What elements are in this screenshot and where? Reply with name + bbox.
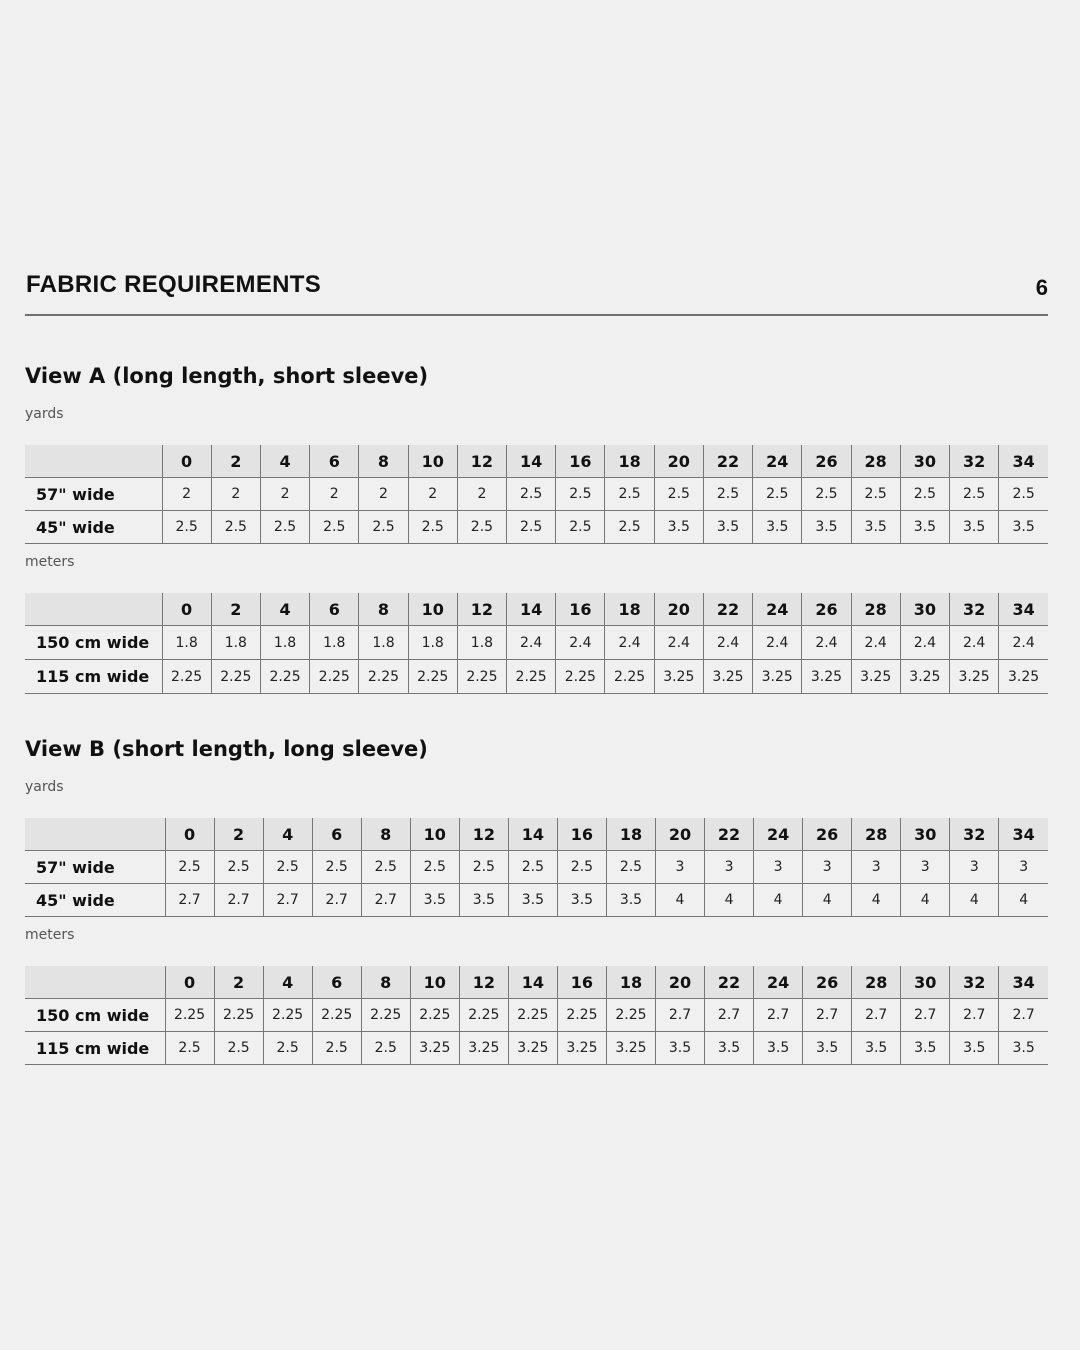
size-header-cell: 4 xyxy=(263,966,312,999)
view-a-meters-unit-label: meters xyxy=(25,554,75,570)
fabric-amount-cell: 2.7 xyxy=(214,884,263,917)
view-b-yards-table xyxy=(25,818,1048,917)
fabric-amount-cell: 3.5 xyxy=(851,511,900,544)
fabric-amount-cell: 3.5 xyxy=(459,884,508,917)
fabric-amount-cell: 2 xyxy=(162,478,211,511)
fabric-amount-cell: 2.25 xyxy=(312,999,361,1032)
fabric-amount-cell: 3.25 xyxy=(557,1032,606,1065)
header-corner-cell xyxy=(25,966,165,999)
fabric-amount-cell: 3.25 xyxy=(654,660,703,694)
fabric-amount-cell: 4 xyxy=(901,884,950,917)
view-a-meters-table xyxy=(25,593,1048,694)
fabric-amount-cell: 3.25 xyxy=(508,1032,557,1065)
size-header-cell: 32 xyxy=(950,966,999,999)
size-header-cell: 30 xyxy=(901,966,950,999)
fabric-amount-cell: 2.5 xyxy=(556,511,605,544)
size-header-cell: 32 xyxy=(950,445,999,478)
fabric-amount-cell: 2.4 xyxy=(654,626,703,660)
size-header-cell: 6 xyxy=(312,818,361,851)
size-header-row xyxy=(25,593,1048,626)
size-header-cell: 22 xyxy=(705,966,754,999)
size-header-cell: 30 xyxy=(901,818,950,851)
fabric-amount-cell: 2.25 xyxy=(165,999,214,1032)
fabric-amount-cell: 2.7 xyxy=(361,884,410,917)
fabric-amount-cell: 3.5 xyxy=(803,1032,852,1065)
fabric-amount-cell: 3 xyxy=(901,851,950,884)
fabric-amount-cell: 3 xyxy=(705,851,754,884)
fabric-amount-cell: 2.5 xyxy=(557,851,606,884)
fabric-amount-cell: 2.5 xyxy=(851,478,900,511)
size-header-cell: 20 xyxy=(655,818,704,851)
fabric-amount-cell: 2.25 xyxy=(508,999,557,1032)
size-header-cell: 6 xyxy=(312,966,361,999)
size-header-cell: 14 xyxy=(507,593,556,626)
fabric-amount-cell: 1.8 xyxy=(162,626,211,660)
fabric-amount-cell: 2.25 xyxy=(605,660,654,694)
fabric-amount-cell: 2.5 xyxy=(900,478,949,511)
size-header-cell: 32 xyxy=(950,818,999,851)
size-header-cell: 14 xyxy=(507,445,556,478)
fabric-amount-cell: 2.7 xyxy=(901,999,950,1032)
fabric-amount-cell: 2.5 xyxy=(408,511,457,544)
fabric-amount-cell: 3.25 xyxy=(410,1032,459,1065)
fabric-amount-cell: 3.25 xyxy=(703,660,752,694)
view-b-meters-table xyxy=(25,966,1048,1065)
fabric-amount-cell: 3.5 xyxy=(654,511,703,544)
fabric-amount-cell: 2.5 xyxy=(606,851,655,884)
view-a-title: View A (long length, short sleeve) xyxy=(25,364,429,388)
size-header-cell: 24 xyxy=(754,966,803,999)
size-header-cell: 8 xyxy=(359,593,408,626)
fabric-amount-cell: 2.5 xyxy=(507,511,556,544)
fabric-amount-cell: 2.5 xyxy=(410,851,459,884)
fabric-amount-cell: 3.5 xyxy=(999,511,1048,544)
fabric-amount-cell: 3.5 xyxy=(950,1032,999,1065)
fabric-amount-cell: 2.7 xyxy=(165,884,214,917)
size-header-cell: 2 xyxy=(211,445,260,478)
view-b-yards-unit-label: yards xyxy=(25,779,64,795)
fabric-amount-cell: 2.5 xyxy=(165,1032,214,1065)
size-header-cell: 16 xyxy=(556,593,605,626)
fabric-amount-cell: 3.25 xyxy=(999,660,1048,694)
size-header-cell: 10 xyxy=(410,818,459,851)
fabric-amount-cell: 3.5 xyxy=(655,1032,704,1065)
fabric-amount-cell: 2.25 xyxy=(410,999,459,1032)
fabric-amount-cell: 2.7 xyxy=(852,999,901,1032)
fabric-amount-cell: 2.7 xyxy=(999,999,1048,1032)
table-row xyxy=(25,999,1048,1032)
size-header-cell: 20 xyxy=(655,966,704,999)
fabric-amount-cell: 4 xyxy=(754,884,803,917)
size-header-cell: 2 xyxy=(214,818,263,851)
size-header-cell: 12 xyxy=(459,818,508,851)
fabric-amount-cell: 2.4 xyxy=(802,626,851,660)
header-corner-cell xyxy=(25,818,165,851)
size-header-cell: 6 xyxy=(310,593,359,626)
fabric-amount-cell: 2 xyxy=(211,478,260,511)
size-header-cell: 2 xyxy=(214,966,263,999)
fabric-amount-cell: 2 xyxy=(359,478,408,511)
fabric-amount-cell: 2.25 xyxy=(260,660,309,694)
size-header-cell: 18 xyxy=(606,966,655,999)
size-header-cell: 0 xyxy=(165,966,214,999)
size-header-cell: 20 xyxy=(654,593,703,626)
fabric-amount-cell: 2.5 xyxy=(312,1032,361,1065)
fabric-amount-cell: 2.5 xyxy=(753,478,802,511)
size-header-cell: 30 xyxy=(900,593,949,626)
size-header-cell: 8 xyxy=(359,445,408,478)
fabric-amount-cell: 3.25 xyxy=(950,660,999,694)
size-header-cell: 10 xyxy=(408,445,457,478)
page-title: FABRIC REQUIREMENTS xyxy=(26,271,322,298)
fabric-amount-cell: 3.5 xyxy=(852,1032,901,1065)
fabric-amount-cell: 2 xyxy=(408,478,457,511)
fabric-amount-cell: 2.5 xyxy=(802,478,851,511)
fabric-amount-cell: 1.8 xyxy=(211,626,260,660)
size-header-cell: 26 xyxy=(803,966,852,999)
size-header-cell: 2 xyxy=(211,593,260,626)
fabric-amount-cell: 3.5 xyxy=(950,511,999,544)
fabric-amount-cell: 2.5 xyxy=(507,478,556,511)
table-row xyxy=(25,1032,1048,1065)
fabric-amount-cell: 2.25 xyxy=(310,660,359,694)
fabric-amount-cell: 2.4 xyxy=(999,626,1048,660)
view-a-yards-unit-label: yards xyxy=(25,406,64,422)
fabric-width-label: 150 cm wide xyxy=(36,1005,150,1025)
table-row xyxy=(25,884,1048,917)
fabric-amount-cell: 2.25 xyxy=(556,660,605,694)
size-header-cell: 4 xyxy=(260,593,309,626)
fabric-amount-cell: 2.7 xyxy=(655,999,704,1032)
fabric-amount-cell: 2.5 xyxy=(359,511,408,544)
size-header-cell: 16 xyxy=(557,966,606,999)
fabric-amount-cell: 3.5 xyxy=(900,511,949,544)
size-header-cell: 30 xyxy=(900,445,949,478)
size-header-cell: 26 xyxy=(802,445,851,478)
size-header-cell: 0 xyxy=(165,818,214,851)
fabric-width-label: 45" wide xyxy=(36,890,115,910)
size-header-cell: 16 xyxy=(557,818,606,851)
size-header-cell: 22 xyxy=(703,445,752,478)
fabric-amount-cell: 2.5 xyxy=(211,511,260,544)
fabric-amount-cell: 3.5 xyxy=(753,511,802,544)
size-header-cell: 4 xyxy=(260,445,309,478)
size-header-cell: 22 xyxy=(703,593,752,626)
header-corner-cell xyxy=(25,445,162,478)
fabric-amount-cell: 2.4 xyxy=(950,626,999,660)
size-header-cell: 20 xyxy=(654,445,703,478)
size-header-cell: 28 xyxy=(852,818,901,851)
fabric-amount-cell: 2.25 xyxy=(459,999,508,1032)
fabric-amount-cell: 2.25 xyxy=(408,660,457,694)
fabric-amount-cell: 2.7 xyxy=(803,999,852,1032)
fabric-amount-cell: 3.5 xyxy=(606,884,655,917)
fabric-amount-cell: 4 xyxy=(950,884,999,917)
size-header-cell: 8 xyxy=(361,818,410,851)
fabric-amount-cell: 2.5 xyxy=(312,851,361,884)
fabric-amount-cell: 3.25 xyxy=(851,660,900,694)
fabric-amount-cell: 2.25 xyxy=(361,999,410,1032)
fabric-amount-cell: 2.5 xyxy=(263,851,312,884)
size-header-cell: 18 xyxy=(606,818,655,851)
fabric-amount-cell: 2.5 xyxy=(263,1032,312,1065)
size-header-cell: 12 xyxy=(457,593,506,626)
fabric-amount-cell: 3.5 xyxy=(754,1032,803,1065)
view-b-title: View B (short length, long sleeve) xyxy=(25,737,428,761)
fabric-width-label: 150 cm wide xyxy=(36,633,150,652)
fabric-amount-cell: 2 xyxy=(457,478,506,511)
size-header-cell: 22 xyxy=(705,818,754,851)
view-a-yards-table xyxy=(25,445,1048,544)
table-row xyxy=(25,851,1048,884)
view-b-meters-unit-label: meters xyxy=(25,927,75,943)
header-corner-cell xyxy=(25,593,162,626)
size-header-cell: 28 xyxy=(851,593,900,626)
fabric-amount-cell: 2.4 xyxy=(605,626,654,660)
size-header-cell: 0 xyxy=(162,445,211,478)
size-header-cell: 12 xyxy=(459,966,508,999)
fabric-amount-cell: 2.4 xyxy=(900,626,949,660)
fabric-amount-cell: 2.4 xyxy=(556,626,605,660)
fabric-amount-cell: 3.5 xyxy=(901,1032,950,1065)
fabric-width-label: 57" wide xyxy=(36,857,115,877)
fabric-amount-cell: 2.4 xyxy=(753,626,802,660)
size-header-cell: 34 xyxy=(999,445,1048,478)
fabric-amount-cell: 3.5 xyxy=(508,884,557,917)
fabric-amount-cell: 2.5 xyxy=(361,1032,410,1065)
fabric-amount-cell: 3.5 xyxy=(802,511,851,544)
fabric-amount-cell: 3 xyxy=(754,851,803,884)
size-header-cell: 26 xyxy=(803,818,852,851)
size-header-cell: 34 xyxy=(999,966,1048,999)
size-header-cell: 18 xyxy=(605,445,654,478)
fabric-width-label: 115 cm wide xyxy=(36,667,150,686)
fabric-amount-cell: 4 xyxy=(705,884,754,917)
fabric-amount-cell: 2.5 xyxy=(361,851,410,884)
fabric-amount-cell: 2.25 xyxy=(211,660,260,694)
fabric-amount-cell: 2.4 xyxy=(703,626,752,660)
fabric-amount-cell: 3 xyxy=(999,851,1048,884)
fabric-amount-cell: 4 xyxy=(852,884,901,917)
size-header-cell: 24 xyxy=(753,593,802,626)
size-header-cell: 16 xyxy=(556,445,605,478)
size-header-cell: 10 xyxy=(408,593,457,626)
fabric-amount-cell: 4 xyxy=(655,884,704,917)
fabric-amount-cell: 3.5 xyxy=(999,1032,1048,1065)
fabric-amount-cell: 2.5 xyxy=(999,478,1048,511)
fabric-amount-cell: 2.5 xyxy=(214,1032,263,1065)
fabric-amount-cell: 4 xyxy=(803,884,852,917)
fabric-amount-cell: 2.5 xyxy=(260,511,309,544)
fabric-width-label: 57" wide xyxy=(36,484,115,504)
size-header-cell: 12 xyxy=(457,445,506,478)
fabric-amount-cell: 2.5 xyxy=(950,478,999,511)
fabric-amount-cell: 2.5 xyxy=(605,511,654,544)
fabric-amount-cell: 3 xyxy=(655,851,704,884)
fabric-amount-cell: 3.5 xyxy=(557,884,606,917)
fabric-width-label: 115 cm wide xyxy=(36,1038,150,1058)
fabric-amount-cell: 2.25 xyxy=(214,999,263,1032)
fabric-amount-cell: 3.5 xyxy=(410,884,459,917)
fabric-amount-cell: 1.8 xyxy=(260,626,309,660)
fabric-amount-cell: 2.5 xyxy=(457,511,506,544)
size-header-cell: 28 xyxy=(851,445,900,478)
fabric-amount-cell: 2.5 xyxy=(703,478,752,511)
fabric-amount-cell: 2.25 xyxy=(507,660,556,694)
fabric-amount-cell: 2.5 xyxy=(605,478,654,511)
fabric-amount-cell: 2.4 xyxy=(851,626,900,660)
fabric-amount-cell: 2.5 xyxy=(162,511,211,544)
fabric-amount-cell: 2.7 xyxy=(754,999,803,1032)
size-header-cell: 0 xyxy=(162,593,211,626)
fabric-amount-cell: 2.5 xyxy=(165,851,214,884)
fabric-amount-cell: 3 xyxy=(852,851,901,884)
fabric-amount-cell: 2.5 xyxy=(508,851,557,884)
fabric-amount-cell: 2.5 xyxy=(214,851,263,884)
size-header-cell: 32 xyxy=(950,593,999,626)
size-header-cell: 34 xyxy=(999,593,1048,626)
fabric-amount-cell: 3.25 xyxy=(753,660,802,694)
table-row xyxy=(25,660,1048,694)
size-header-cell: 14 xyxy=(508,818,557,851)
fabric-amount-cell: 2.5 xyxy=(310,511,359,544)
size-header-cell: 24 xyxy=(753,445,802,478)
fabric-amount-cell: 2.25 xyxy=(359,660,408,694)
fabric-amount-cell: 2.5 xyxy=(556,478,605,511)
size-header-cell: 18 xyxy=(605,593,654,626)
fabric-amount-cell: 2.7 xyxy=(263,884,312,917)
size-header-cell: 6 xyxy=(310,445,359,478)
fabric-amount-cell: 2.25 xyxy=(263,999,312,1032)
page-number: 6 xyxy=(1035,275,1048,300)
fabric-amount-cell: 2.5 xyxy=(654,478,703,511)
page-header xyxy=(25,266,1048,316)
table-row xyxy=(25,626,1048,660)
size-header-cell: 8 xyxy=(361,966,410,999)
fabric-amount-cell: 2.25 xyxy=(457,660,506,694)
size-header-cell: 34 xyxy=(999,818,1048,851)
size-header-row xyxy=(25,445,1048,478)
fabric-amount-cell: 3.25 xyxy=(900,660,949,694)
fabric-amount-cell: 2.25 xyxy=(557,999,606,1032)
fabric-amount-cell: 4 xyxy=(999,884,1048,917)
fabric-amount-cell: 1.8 xyxy=(457,626,506,660)
fabric-amount-cell: 3.25 xyxy=(606,1032,655,1065)
fabric-amount-cell: 2.5 xyxy=(459,851,508,884)
fabric-amount-cell: 3.25 xyxy=(459,1032,508,1065)
fabric-amount-cell: 1.8 xyxy=(310,626,359,660)
fabric-amount-cell: 3.25 xyxy=(802,660,851,694)
fabric-amount-cell: 2.7 xyxy=(950,999,999,1032)
fabric-amount-cell: 1.8 xyxy=(408,626,457,660)
size-header-cell: 14 xyxy=(508,966,557,999)
fabric-amount-cell: 3.5 xyxy=(703,511,752,544)
fabric-amount-cell: 3 xyxy=(803,851,852,884)
size-header-cell: 10 xyxy=(410,966,459,999)
fabric-amount-cell: 2.25 xyxy=(162,660,211,694)
fabric-amount-cell: 1.8 xyxy=(359,626,408,660)
fabric-width-label: 45" wide xyxy=(36,517,115,537)
fabric-amount-cell: 2.7 xyxy=(312,884,361,917)
size-header-row xyxy=(25,966,1048,999)
fabric-amount-cell: 2.25 xyxy=(606,999,655,1032)
fabric-amount-cell: 2.7 xyxy=(705,999,754,1032)
table-row xyxy=(25,511,1048,544)
fabric-amount-cell: 3.5 xyxy=(705,1032,754,1065)
size-header-cell: 4 xyxy=(263,818,312,851)
size-header-cell: 24 xyxy=(754,818,803,851)
table-row xyxy=(25,478,1048,511)
fabric-amount-cell: 2 xyxy=(310,478,359,511)
size-header-cell: 26 xyxy=(802,593,851,626)
size-header-cell: 28 xyxy=(852,966,901,999)
size-header-row xyxy=(25,818,1048,851)
fabric-amount-cell: 2 xyxy=(260,478,309,511)
fabric-amount-cell: 2.4 xyxy=(507,626,556,660)
fabric-amount-cell: 3 xyxy=(950,851,999,884)
